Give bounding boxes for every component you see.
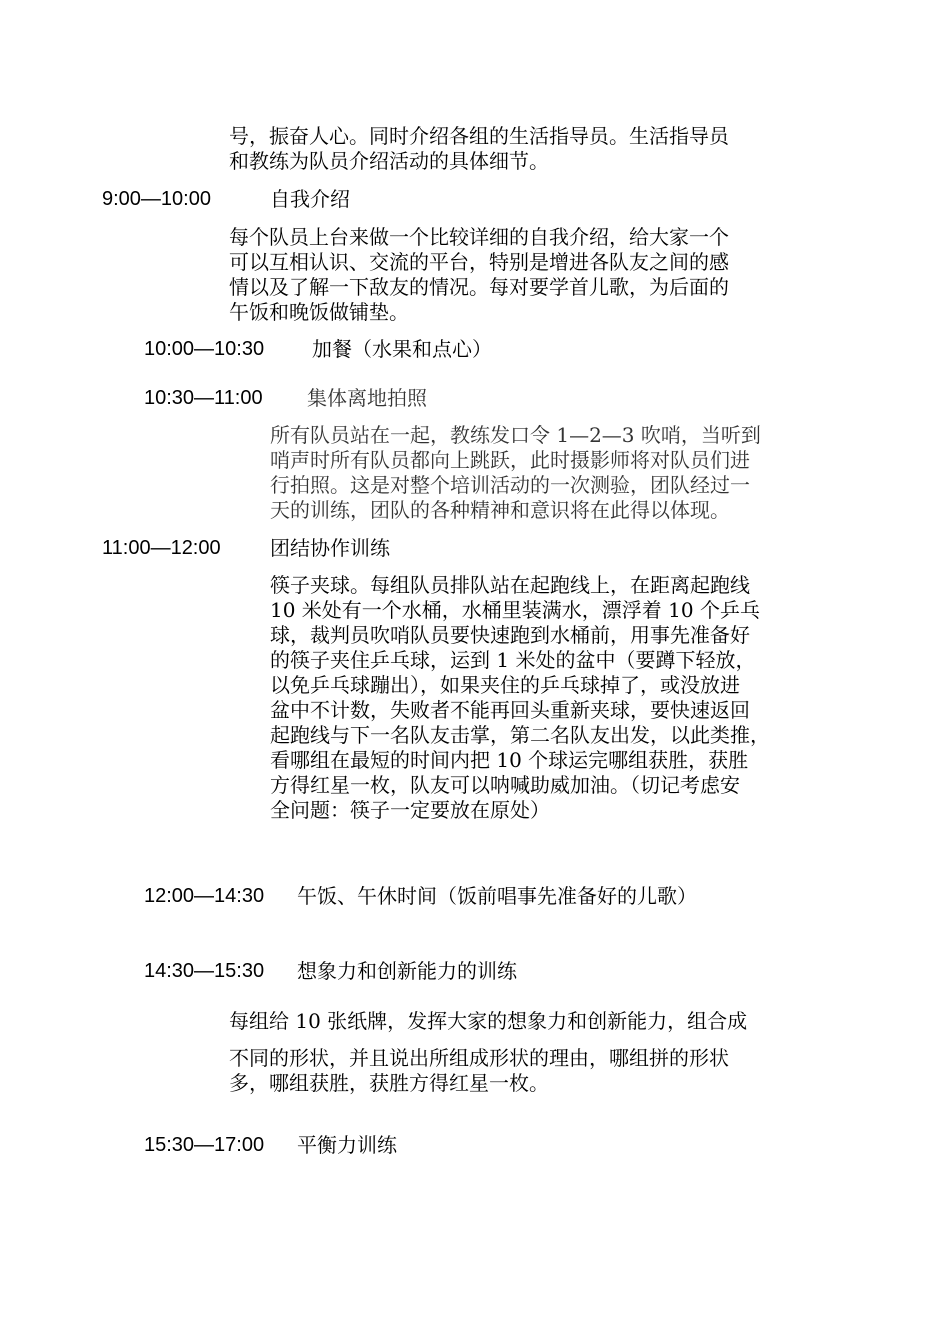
schedule-text-line: 看哪组在最短的时间内把 10 个球运完哪组获胜，获胜 [270,748,749,772]
schedule-time: 11:00—12:00 [102,537,221,559]
schedule-title: 自我介绍 [270,187,350,211]
schedule-text-line: 行拍照。这是对整个培训活动的一次测验，团队经过一 [270,473,750,497]
schedule-time: 12:00—14:30 [144,885,265,907]
schedule-title: 想象力和创新能力的训练 [297,959,517,983]
schedule-title: 加餐（水果和点心） [312,337,492,361]
schedule-title: 集体离地拍照 [307,386,427,410]
schedule-text-line: 哨声时所有队员都向上跳跃，此时摄影师将对队员们进 [270,448,750,472]
schedule-text-line: 每组给 10 张纸牌，发挥大家的想象力和创新能力，组合成 [229,1009,748,1033]
intro-line: 和教练为队员介绍活动的具体细节。 [229,149,549,173]
schedule-text-line: 午饭和晚饭做铺垫。 [229,300,409,324]
schedule-text-line: 球，裁判员吹哨队员要快速跑到水桶前，用事先准备好 [270,623,750,647]
schedule-text-line: 全问题：筷子一定要放在原处） [270,798,550,822]
schedule-text-line: 筷子夹球。每组队员排队站在起跑线上，在距离起跑线 [270,573,750,597]
schedule-text-line: 以免乒乓球蹦出），如果夹住的乒乓球掉了，或没放进 [270,673,740,697]
schedule-time: 15:30—17:00 [144,1134,265,1156]
schedule-text-line: 10 米处有一个水桶，水桶里装满水，漂浮着 10 个乒乓 [270,598,760,622]
schedule-time: 10:00—10:30 [144,338,265,360]
schedule-text-line: 起跑线与下一名队友击掌，第二名队友出发，以此类推， [270,723,770,747]
schedule-time: 10:30—11:00 [144,387,263,409]
schedule-time: 14:30—15:30 [144,960,265,982]
schedule-title: 午饭、午休时间（饭前唱事先准备好的儿歌） [297,884,697,908]
schedule-text-line: 天的训练，团队的各种精神和意识将在此得以体现。 [270,498,730,522]
schedule-text-line: 的筷子夹住乒乓球，运到 1 米处的盆中（要蹲下轻放， [270,648,756,672]
schedule-text-line: 盆中不计数，失败者不能再回头重新夹球，要快速返回 [270,698,750,722]
intro-line: 号，振奋人心。同时介绍各组的生活指导员。生活指导员 [229,124,729,148]
schedule-text-line: 不同的形状，并且说出所组成形状的理由，哪组拼的形状 [229,1046,729,1070]
schedule-text-line: 可以互相认识、交流的平台，特别是增进各队友之间的感 [229,250,729,274]
schedule-text-line: 情以及了解一下敌友的情况。每对要学首儿歌，为后面的 [229,275,729,299]
schedule-text-line: 多，哪组获胜，获胜方得红星一枚。 [229,1071,549,1095]
schedule-text-line: 每个队员上台来做一个比较详细的自我介绍，给大家一个 [229,225,729,249]
schedule-time: 9:00—10:00 [102,188,211,210]
schedule-text-line: 方得红星一枚，队友可以呐喊助威加油。（切记考虑安 [270,773,740,797]
schedule-title: 平衡力训练 [297,1133,397,1157]
schedule-text-line: 所有队员站在一起，教练发口令 1—2—3 吹哨，当听到 [270,423,761,447]
schedule-title: 团结协作训练 [270,536,390,560]
